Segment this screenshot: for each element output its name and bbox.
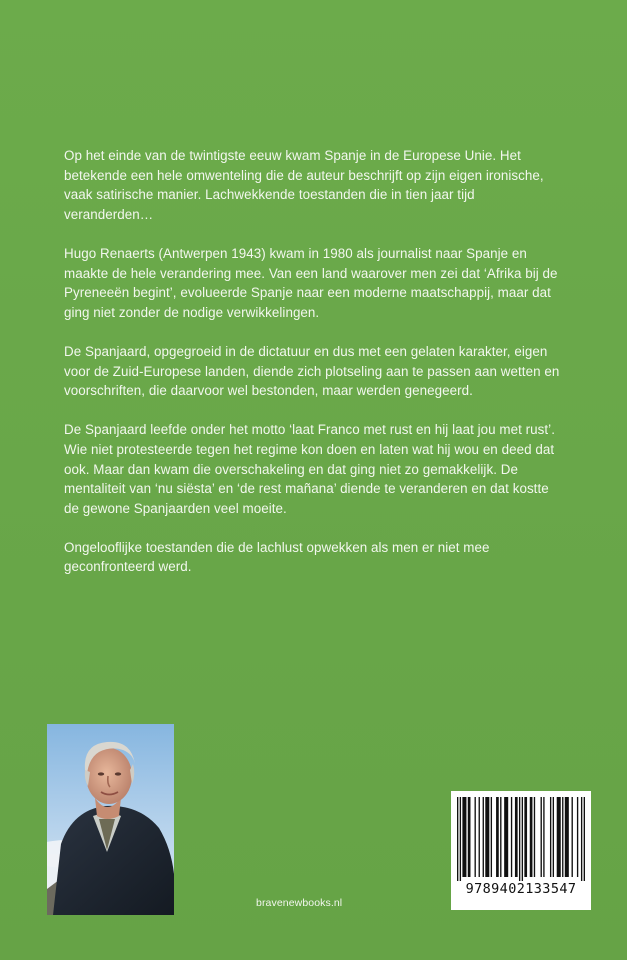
barcode-bar-17: [530, 797, 533, 877]
barcode-bar-7: [485, 797, 489, 877]
barcode-bar-16: [524, 797, 527, 877]
barcode-bar-5: [479, 797, 480, 877]
barcode-bar-23: [557, 797, 561, 877]
blurb-paragraph-5: Ongelooflijke toestanden die de lachlust opwekken als men er niet mee geconfronteerd werd.: [64, 539, 490, 575]
barcode-bar-1: [460, 797, 461, 881]
barcode-bar-21: [550, 797, 551, 877]
barcode-bar-9: [496, 797, 499, 877]
author-photo: [47, 724, 174, 915]
barcode-bar-25: [565, 797, 569, 877]
barcode-bar-11: [504, 797, 508, 877]
barcode-bar-27: [577, 797, 578, 877]
barcode-bar-20: [543, 797, 544, 877]
barcode-bar-28: [581, 797, 582, 881]
barcode-bar-10: [500, 797, 501, 877]
blurb-paragraph-3: De Spanjaard, opgegroeid in de dictatuur en dus met een gelaten karakter, eigen voor de Zuid-Europese landen, diende zich plotseling aan te passen aan wetten en voorschriften, die daarvoor wel bestonden, maar werden genegeerd.: [64, 343, 560, 399]
blurb-paragraph-2: Hugo Renaerts (Antwerpen 1943) kwam in 1980 als journalist naar Spanje en maakte de hele verandering mee. Van een land waarover men zei dat ‘Afrika bij de Pyreneeën begint’, evolueerde Spanje naar een moderne maatschappij, maar dat ging niet zonder de nodige verwikkelingen.: [64, 245, 558, 320]
isbn-barcode: [451, 791, 591, 910]
publisher-website: bravenewbooks.nl: [256, 897, 343, 909]
barcode-bar-15: [522, 797, 523, 881]
barcode-bar-22: [553, 797, 554, 877]
barcode-bars: [457, 797, 585, 881]
barcode-bar-18: [534, 797, 535, 877]
barcode-bar-3: [468, 797, 471, 877]
barcode-bar-13: [515, 797, 518, 877]
blurb-text: [64, 146, 566, 597]
barcode-bar-6: [483, 797, 484, 877]
isbn-number: 9789402133547: [465, 881, 577, 897]
barcode-bar-8: [491, 797, 492, 877]
barcode-bar-29: [584, 797, 585, 881]
blurb-paragraph-4: De Spanjaard leefde onder het motto ‘laat Franco met rust en hij laat jou met rust’. Wie niet protesteerde tegen het regime kon doen en laten wat hij wou en deed dat ook. Maar dan kwam die overschakeling en dat ging niet zo gemakkelijk. De mentaliteit van ‘nu siësta’ en ‘de rest mañana’ diende te veranderen en dat kostte de gewone Spanjaarden veel moeite.: [64, 422, 555, 516]
blurb-paragraph-1: Op het einde van de twintigste eeuw kwam Spanje in de Europese Unie. Het betekende een hele omwenteling die de auteur beschrijft op zijn eigen ironische, vaak satirische manier. Lachwekkende toestanden die in tien jaar tijd veranderden…: [64, 148, 544, 222]
barcode-bar-2: [462, 797, 466, 877]
barcode-bar-4: [475, 797, 476, 877]
barcode-bar-26: [572, 797, 573, 877]
barcode-bar-19: [541, 797, 542, 877]
barcode-bar-12: [511, 797, 512, 877]
barcode-bar-0: [457, 797, 458, 881]
barcode-bar-14: [519, 797, 520, 881]
barcode-bar-24: [562, 797, 563, 877]
